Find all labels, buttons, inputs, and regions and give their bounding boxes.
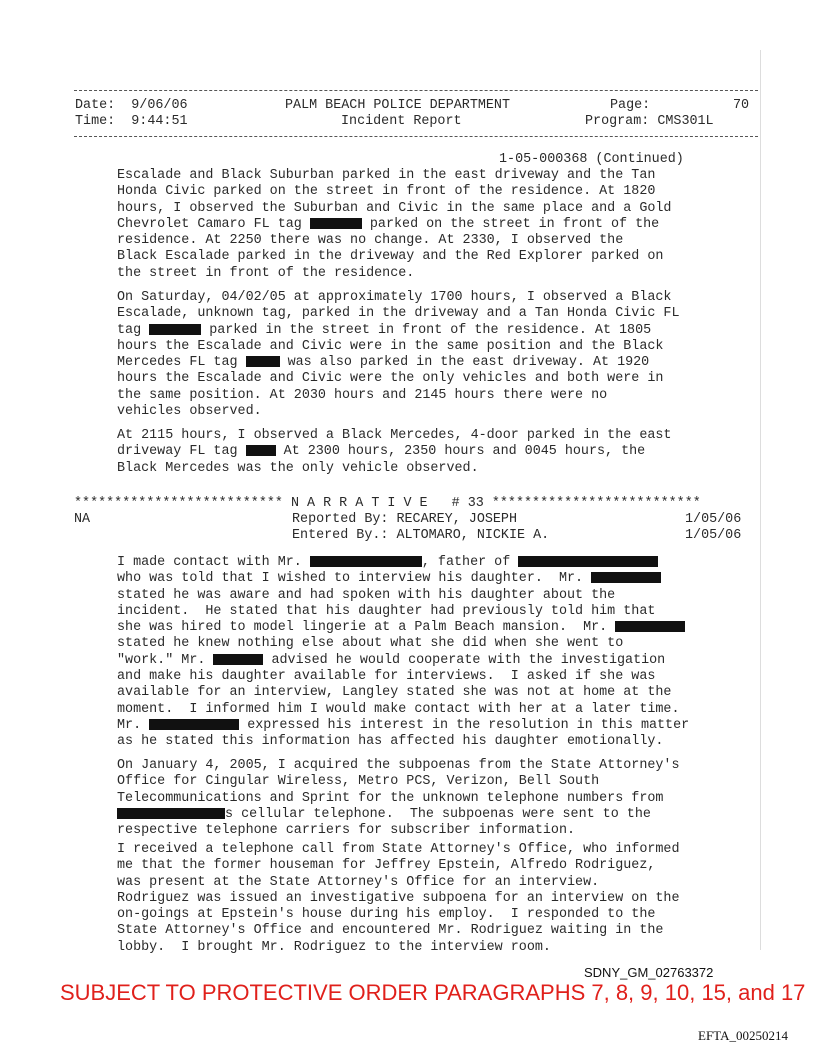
text-line: Black Mercedes was the only vehicle observed.: [117, 460, 479, 476]
redaction-box: [149, 324, 201, 335]
text-segment: she was hired to model lingerie at a Palm Beach mansion. Mr.: [117, 620, 616, 636]
redaction-box: [149, 719, 239, 730]
text-segment: expressed his interest in the resolution in this matter: [239, 717, 690, 733]
redaction-box: [246, 445, 276, 456]
text-line: stated he knew nothing else about what she did when she went to: [117, 636, 624, 652]
page-edge-shadow: [760, 50, 761, 950]
narrative-na: NA: [74, 512, 91, 527]
text-line: Telecommunications and Sprint for the unknown telephone numbers from: [117, 790, 664, 806]
redaction-box: [246, 356, 280, 367]
text-line: [117, 620, 689, 636]
department-name: PALM BEACH POLICE DEPARTMENT: [285, 98, 510, 113]
text-segment: who was told that I wished to interview his daughter. Mr.: [117, 571, 592, 587]
text-line: [117, 217, 671, 233]
text-segment: , father of: [421, 555, 519, 570]
text-line: [117, 323, 680, 339]
text-line: [117, 571, 689, 587]
entered-by: Entered By.: ALTOMARO, NICKIE A.: [292, 528, 550, 543]
header-bottom-rule: [74, 136, 758, 137]
protective-order-notice: SUBJECT TO PROTECTIVE ORDER PARAGRAPHS 7, 8, 9, 10, 15, and 17: [60, 980, 806, 1005]
program-value: CMS301L: [657, 114, 714, 129]
text-line: hours the Escalade and Civic were the only vehicles and both were in: [117, 371, 664, 387]
redaction-box: [310, 556, 422, 567]
paragraph-subpoenas: [117, 758, 680, 839]
paragraph-surveillance-3: [117, 428, 671, 477]
date-value: 9/06/06: [131, 98, 188, 113]
text-line: On January 4, 2005, I acquired the subpoenas from the State Attorney's: [117, 758, 680, 773]
text-line: moment. I informed him I would make contact with her at a later time.: [117, 701, 680, 717]
text-line: [117, 355, 680, 371]
text-line: lobby. I brought Mr. Rodriguez to the interview room.: [117, 939, 551, 955]
case-reference: 1-05-000368 (Continued): [499, 152, 684, 167]
text-segment: Chevrolet Camaro FL tag: [117, 216, 310, 232]
date-label: Date:: [75, 98, 116, 113]
text-line: [117, 555, 689, 571]
bates-number: SDNY_GM_02763372: [584, 965, 714, 980]
text-segment: "work." Mr.: [117, 652, 214, 668]
entered-date: 1/05/06: [685, 528, 742, 543]
text-line: [117, 718, 689, 734]
paragraph-father-contact: [117, 555, 689, 751]
reported-date: 1/05/06: [685, 512, 742, 527]
time-row: [75, 114, 188, 130]
text-line: the same position. At 2030 hours and 2145 hours there were no: [117, 387, 608, 403]
redaction-box: [591, 572, 661, 583]
efta-number: EFTA_00250214: [698, 1028, 788, 1043]
text-line: On Saturday, 04/02/05 at approximately 1700 hours, I observed a Black: [117, 290, 672, 305]
text-segment: I made contact with Mr.: [117, 555, 310, 570]
redaction-box: [615, 621, 685, 632]
text-line: the street in front of the residence.: [117, 265, 415, 281]
time-value: 9:44:51: [131, 114, 188, 129]
text-line: hours the Escalade and Civic were in the same position and the Black: [117, 338, 664, 354]
time-label: Time:: [75, 114, 116, 129]
reported-by: Reported By: RECAREY, JOSEPH: [292, 512, 517, 527]
text-line: Office for Cingular Wireless, Metro PCS, Verizon, Bell South: [117, 774, 600, 790]
paragraph-surveillance-1: [117, 168, 671, 282]
report-type: Incident Report: [341, 114, 462, 129]
text-line: as he stated this information has affected his daughter emotionally.: [117, 734, 664, 750]
text-segment: s cellular telephone. The subpoenas were sent to the: [225, 806, 651, 822]
text-line: residence. At 2250 there was no change. At 2330, I observed the: [117, 233, 624, 249]
text-line: State Attorney's Office and encountered Mr. Rodriguez waiting in the: [117, 923, 664, 939]
text-line: and make his daughter available for interviews. I asked if she was: [117, 669, 656, 685]
redaction-box: [117, 808, 225, 819]
paragraph-surveillance-2: [117, 290, 680, 420]
date-row: [75, 98, 188, 114]
text-segment: Mercedes FL tag: [117, 355, 246, 371]
narrative-banner: ************************** N A R R A T I V E # 33 **************************: [74, 496, 701, 511]
text-line: incident. He stated that his daughter had previously told him that: [117, 603, 656, 619]
page-number: 70: [733, 98, 750, 113]
text-segment: tag: [117, 322, 150, 338]
redaction-box: [213, 654, 263, 665]
text-line: At 2115 hours, I observed a Black Mercedes, 4-door parked in the east: [117, 428, 672, 443]
text-line: hours, I observed the Suburban and Civic in the same place and a Gold: [117, 200, 672, 216]
paragraph-rodriguez: [117, 842, 680, 956]
program-label: Program:: [585, 114, 650, 129]
text-line: Escalade and Black Suburban parked in the east driveway and the Tan: [117, 168, 656, 183]
header-top-rule: [74, 90, 758, 91]
redaction-box: [518, 556, 658, 567]
text-line: [117, 444, 671, 460]
text-line: Black Escalade parked in the driveway and the Red Explorer parked on: [117, 249, 664, 265]
text-segment: parked on the street in front of the: [361, 216, 660, 232]
text-line: Honda Civic parked on the street in front of the residence. At 1820: [117, 184, 656, 200]
text-line: [117, 807, 680, 823]
text-segment: driveway FL tag: [117, 444, 246, 460]
page-label: Page:: [610, 98, 651, 113]
page-row: [610, 98, 650, 114]
text-line: stated he was aware and had spoken with his daughter about the: [117, 587, 616, 603]
text-line: I received a telephone call from State Attorney's Office, who informed: [117, 842, 680, 857]
text-segment: advised he would cooperate with the investigation: [263, 652, 666, 668]
text-line: respective telephone carriers for subscriber information.: [117, 823, 576, 839]
text-line: Escalade, unknown tag, parked in the driveway and a Tan Honda Civic FL: [117, 306, 680, 322]
text-segment: was also parked in the east driveway. At 1920: [279, 355, 650, 371]
text-line: on-goings at Epstein's house during his employ. I responded to the: [117, 907, 656, 923]
text-line: me that the former houseman for Jeffrey Epstein, Alfredo Rodriguez,: [117, 858, 656, 874]
text-line: available for an interview, Langley stated she was not at home at the: [117, 685, 672, 701]
text-segment: Mr.: [117, 717, 150, 733]
program-row: [585, 114, 714, 130]
text-line: vehicles observed.: [117, 404, 262, 420]
text-segment: parked in the street in front of the residence. At 1805: [201, 322, 652, 338]
text-line: [117, 653, 689, 669]
text-line: Rodriguez was issued an investigative subpoena for an interview on the: [117, 890, 680, 906]
redaction-box: [310, 218, 362, 229]
text-segment: At 2300 hours, 2350 hours and 0045 hours, the: [275, 444, 646, 460]
text-line: was present at the State Attorney's Office for an interview.: [117, 874, 600, 890]
